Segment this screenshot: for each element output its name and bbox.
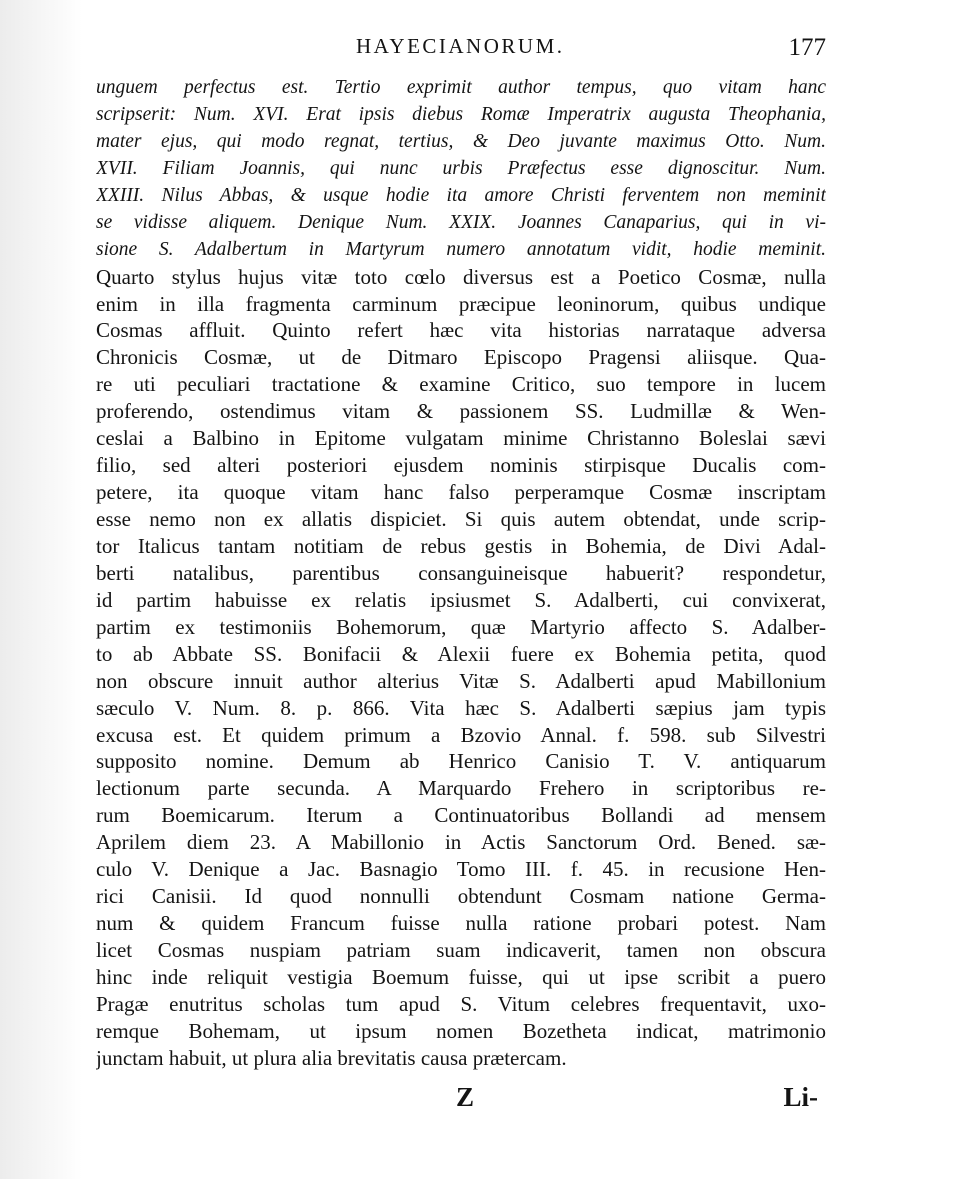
- text-line: junctam habuit, ut plura alia brevitatis causa prætercam.: [96, 1045, 567, 1070]
- text-line: esse nemo non ex allatis dispiciet. Si quis autem obtendat, unde scrip-: [96, 507, 826, 531]
- text-line: XVII. Filiam Joannis, qui nunc urbis Præfectus esse dignoscitur. Num.: [96, 157, 826, 179]
- text-line: se vidisse aliquem. Denique Num. XXIX. Joannes Canaparius, qui in vi-: [96, 211, 826, 233]
- text-line: petere, ita quoque vitam hanc falso perperamque Cosmæ inscriptam: [96, 480, 826, 505]
- text-line: licet Cosmas nuspiam patriam suam indicaverit, tamen non obscura: [96, 938, 826, 962]
- text-line: ceslai a Balbino in Epitome vulgatam minime Christanno Boleslai sævi: [96, 426, 826, 451]
- text-line: tor Italicus tantam notitiam de rebus gestis in Bohemia, de Divi Adal-: [96, 533, 826, 558]
- text-line: XXIII. Nilus Abbas, & usque hodie ita amore Christi ferventem non meminit: [96, 184, 826, 206]
- text-line: scripserit: Num. XVI. Erat ipsis diebus Romæ Imperatrix augusta Theophania,: [96, 103, 826, 125]
- text-line: non obscure innuit author alterius Vitæ S. Adalberti apud Mabillonium: [96, 668, 826, 693]
- text-line: unguem perfectus est. Tertio exprimit author tempus, quo vitam hanc: [96, 77, 826, 98]
- text-line: to ab Abbate SS. Bonifacii & Alexii fuere ex Bohemia petita, quod: [96, 641, 826, 666]
- text-line: excusa est. Et quidem primum a Bzovio Annal. f. 598. sub Silvestri: [96, 722, 826, 747]
- catchword: Li-: [783, 1082, 818, 1112]
- text-line: re uti peculiari tractatione & examine Critico, suo tempore in lucem: [96, 372, 826, 397]
- text-line: rici Canisii. Id quod nonnulli obtendunt Cosmam natione Germa-: [96, 884, 826, 909]
- text-line: partim ex testimoniis Bohemorum, quæ Martyrio affecto S. Adalber-: [96, 614, 826, 639]
- text-line: sæculo V. Num. 8. p. 866. Vita hæc S. Adalberti sæpius jam typis: [96, 695, 826, 720]
- text-line: proferendo, ostendimus vitam & passionem SS. Ludmillæ & Wen-: [96, 399, 826, 424]
- text-line: filio, sed alteri posteriori ejusdem nominis stirpisque Ducalis com-: [96, 453, 826, 478]
- text-line: Cosmas affluit. Quinto refert hæc vita historias narrataque adversa: [96, 318, 826, 343]
- text-line: hinc inde reliquit vestigia Boemum fuisse, qui ut ipse scribit a puero: [96, 964, 826, 989]
- text-line: mater ejus, qui modo regnat, tertius, & Deo juvante maximus Otto. Num.: [96, 130, 826, 152]
- text-line: berti natalibus, parentibus consanguineisque habuerit? respondetur,: [96, 560, 826, 585]
- page-header: [96, 34, 826, 70]
- page-gutter-shadow: [0, 0, 82, 1179]
- text-line: culo V. Denique a Jac. Basnagio Tomo III. f. 45. in recusione Hen-: [96, 857, 826, 882]
- page-number: 177: [788, 34, 826, 61]
- text-line: Quarto stylus hujus vitæ toto cœlo diversus est a Poetico Cosmæ, nulla: [96, 264, 826, 289]
- signature-mark: Z: [456, 1082, 475, 1112]
- page-footer: [96, 1082, 826, 1122]
- text-line: enim in illa fragmenta carminum præcipue leoninorum, quibus undique: [96, 291, 826, 316]
- running-head: HAYECIANORUM.: [356, 34, 565, 58]
- text-line: sione S. Adalbertum in Martyrum numero annotatum vidit, hodie meminit.: [96, 238, 826, 260]
- text-line: rum Boemicarum. Iterum a Continuatoribus Bollandi ad mensem: [96, 803, 826, 828]
- text-line: supposito nomine. Demum ab Henrico Canisio T. V. antiquarum: [96, 749, 826, 774]
- body-text: [96, 75, 826, 1072]
- text-line: remque Bohemam, ut ipsum nomen Bozetheta indicat, matrimonio: [96, 1018, 826, 1043]
- text-line: Chronicis Cosmæ, ut de Ditmaro Episcopo Pragensi aliisque. Qua-: [96, 345, 826, 370]
- text-line: Pragæ enutritus scholas tum apud S. Vitum celebres frequentavit, uxo-: [96, 991, 826, 1016]
- text-line: lectionum parte secunda. A Marquardo Frehero in scriptoribus re-: [96, 776, 826, 801]
- text-line: num & quidem Francum fuisse nulla ratione probari potest. Nam: [96, 911, 826, 936]
- text-line: id partim habuisse ex relatis ipsiusmet S. Adalberti, cui convixerat,: [96, 587, 826, 612]
- text-line: Aprilem diem 23. A Mabillonio in Actis Sanctorum Ord. Bened. sæ-: [96, 830, 826, 855]
